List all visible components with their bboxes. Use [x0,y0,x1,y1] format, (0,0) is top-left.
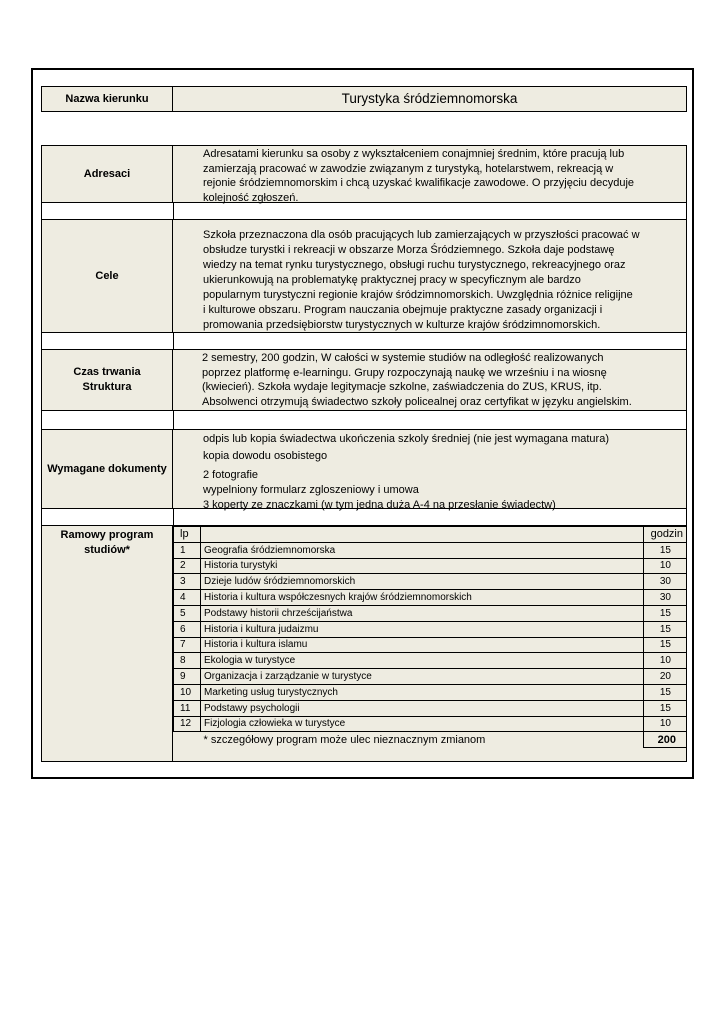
recipients-row [41,145,687,203]
table-row [174,669,687,685]
row-subject: Podstawy psychologii [201,700,644,716]
lp-header: lp [174,527,201,543]
duration-line: poprzez platformę e-learningu. Grupy rozpoczynają naukę we wrześniu i na wiosnę [202,366,607,379]
spacer-row [41,333,687,349]
row-lp: 4 [174,590,201,606]
goals-label: Cele [42,220,173,332]
goals-line: ukierunkowują na problematykę praktycznej pracy w specyficznym ale bardzo [203,274,581,286]
row-lp: 10 [174,684,201,700]
document-item: odpis lub kopia świadectwa ukończenia szkoly średniej (nie jest wymagana matura) [203,433,609,445]
row-lp: 7 [174,637,201,653]
course-title: Turystyka śródziemnomorska [341,90,518,106]
duration-row [41,349,687,411]
spacer-row [41,509,687,525]
duration-line: Absolwenci otrzymują świadectwo szkoły policealnej oraz certyfikat w języku angielskim. [202,395,632,408]
recipients-line: zamierzają pracować w zawodzie związanym z turystyką, hotelarstwem, rekreacją w [203,162,614,175]
row-lp: 8 [174,653,201,669]
document-item: 3 koperty ze znaczkami (w tym jedna duża A-4 na przesłanie świadectw) [203,499,556,511]
document-item: 2 fotografie [203,469,259,481]
row-hours: 20 [644,669,687,685]
document-item: kopia dowodu osobistego [203,450,328,462]
table-row [174,653,687,669]
table-row [174,590,687,606]
table-row [174,637,687,653]
structure-label-line: Struktura [82,381,132,393]
total-hours: 200 [644,732,687,748]
row-subject: Dzieje ludów śródziemnomorskich [201,574,644,590]
spacer-row [41,203,687,219]
row-subject: Marketing usług turystycznych [201,684,644,700]
row-hours: 15 [644,700,687,716]
documents-row [41,429,687,509]
row-hours: 15 [644,621,687,637]
footer-empty-cell [174,732,201,748]
documents-text [173,430,686,511]
row-subject: Ekologia w turystyce [201,653,644,669]
row-lp: 2 [174,558,201,574]
goals-line: obsłudze turystki i rekreacji w obszarze Morza Śródziemnego. Szkoła daje podstawę [203,244,615,256]
goals-row [41,219,687,333]
duration-text [173,350,686,410]
goals-text [173,220,686,332]
row-hours: 10 [644,558,687,574]
program-footnote: * szczegółowy program może ulec nieznacznym zmianom [203,734,486,746]
row-lp: 12 [174,716,201,732]
row-subject: Podstawy historii chrześcijaństwa [201,605,644,621]
row-hours: 30 [644,590,687,606]
table-row [174,716,687,732]
recipients-text [173,146,686,202]
row-lp: 6 [174,621,201,637]
documents-label: Wymagane dokumenty [42,430,173,508]
row-subject: Fizjologia człowieka w turystyce [201,716,644,732]
row-subject: Geografia śródziemnomorska [201,542,644,558]
row-subject: Historia i kultura judaizmu [201,621,644,637]
duration-line: 2 semestry, 200 godzin, W całości w systemie studiów na odległość realizowanych [202,352,604,364]
goals-line: promowania przedsiębiorstw turystycznych w kulturze krajów śródzimnomorskich. [203,319,601,331]
row-hours: 15 [644,637,687,653]
program-table [173,526,687,748]
row-subject: Historia i kultura islamu [201,637,644,653]
table-row [174,542,687,558]
table-row [174,558,687,574]
table-row [174,621,687,637]
row-hours: 10 [644,653,687,669]
document-item: wypelniony formularz zgloszeniowy i umowa [203,484,419,496]
row-subject: Historia i kultura współczesnych krajów śródziemnomorskich [201,590,644,606]
table-header-row [174,527,687,543]
row-lp: 3 [174,574,201,590]
row-lp: 9 [174,669,201,685]
table-row [174,605,687,621]
table-row [174,574,687,590]
table-row [174,684,687,700]
table-row [174,700,687,716]
row-lp: 11 [174,700,201,716]
recipients-line: rejonie śródziemnomorskim i chcą uzyskać kwalifikacje zawodowe. O przyjęciu decyduje [203,177,635,189]
course-name-label: Nazwa kierunku [42,87,173,111]
row-hours: 30 [644,574,687,590]
spacer-row [41,411,687,429]
recipients-line: kolejność zgłoszeń. [203,191,299,204]
goals-line: popularnym turystyczni regionie krajów śródzimnomorskich. Uwzględnia różnice religijne [203,289,633,301]
goals-line: Szkoła przeznaczona dla osób pracujących lub zamierzających w przyszłości pracować w [203,229,640,241]
program-label [42,526,173,761]
row-subject: Historia turystyki [201,558,644,574]
duration-line: (kwiecień). Szkoła wydaje legitymacje szkolne, zaświadczenia do ZUS, KRUS, itp. [202,381,602,393]
row-hours: 15 [644,605,687,621]
row-lp: 1 [174,542,201,558]
row-hours: 10 [644,716,687,732]
duration-label [42,350,173,410]
program-label-text: Ramowy program studiów* [60,529,154,556]
row-hours: 15 [644,542,687,558]
recipients-line: Adresatami kierunku sa osoby z wykształceniem conajmniej średnim, które pracują lub [203,148,625,160]
table-footer-row [174,732,687,748]
hours-header: godzin [644,527,687,543]
row-lp: 5 [174,605,201,621]
subject-header [201,527,644,543]
row-subject: Organizacja i zarządzanie w turystyce [201,669,644,685]
goals-line: wiedzy na temat rynku turystycznego, obsługi ruchu turystycznego, rekreacyjnego oraz [203,259,626,271]
row-hours: 15 [644,684,687,700]
goals-line: i kulturowe obszaru. Program nauczania obejmuje praktyczne zasady organizacji i [203,304,603,316]
recipients-label: Adresaci [42,146,173,202]
course-name-row [41,86,687,112]
duration-label-line: Czas trwania [73,366,141,378]
